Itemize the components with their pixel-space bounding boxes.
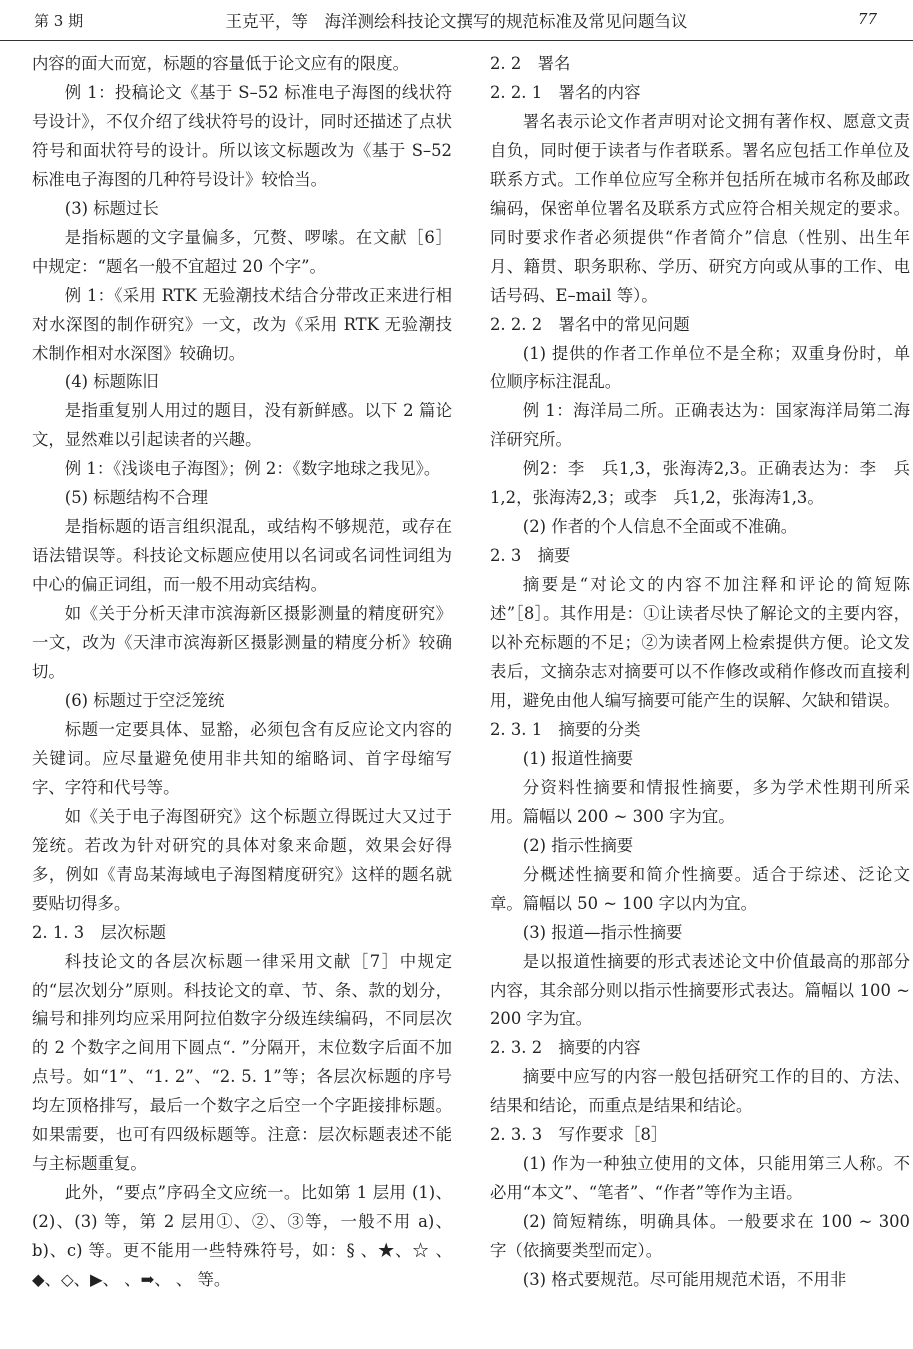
paragraph: 例2：李 兵1,3，张海涛2,3。正确表达为：李 兵1,2，张海涛2,3；或李 兵1,2，张海涛1,3。 xyxy=(490,459,910,508)
paragraph: 例 1：投稿论文《基于 S–52 标准电子海图的线状符号设计》，不仅介绍了线状符号的设计，同时还描述了点状符号和面状符号的设计。所以该文标题改为《基于 S–52 标准电子海图的几种符号设计》较恰当。 xyxy=(32,82,452,189)
paragraph: 署名表示论文作者声明对论文拥有著作权、愿意文责自负，同时便于读者与作者联系。署名应包括工作单位及联系方式。工作单位应写全称并包括所在城市名称及邮政编码，保密单位署名及联系方式应符合相关规定的要求。同时要求作者必须提供“作者简介”信息（性别、出生年月、籍贯、职务职称、学历、研究方向或从事的工作、电话号码、E–mail 等）。 xyxy=(490,111,910,305)
section-heading: 内容的面大而宽，标题的容量低于论文应有的限度。 xyxy=(32,54,409,73)
paragraph: (3) 格式要规范。尽可能用规范术语，不用非 xyxy=(522,1270,847,1290)
paragraph: 标题一定要具体、显豁，必须包含有反应论文内容的关键词。应尽量避免使用非共知的缩略词、首字母缩写字、字符和代号等。 xyxy=(32,719,452,797)
paragraph: 是指重复别人用过的题目，没有新鲜感。以下 2 篇论文，显然难以引起读者的兴趣。 xyxy=(32,401,452,450)
section-heading: 2. 3. 1 摘要的分类 xyxy=(490,719,641,739)
paragraph: 例 1：海洋局二所。正确表达为：国家海洋局第二海洋研究所。 xyxy=(490,401,910,450)
paragraph: (3) 报道—指示性摘要 xyxy=(522,922,683,942)
paragraph: (2) 简短精练，明确具体。一般要求在 100 ~ 300 字（依摘要类型而定）。 xyxy=(490,1212,910,1261)
paragraph: (1) 提供的作者工作单位不是全称；双重身份时，单位顺序标注混乱。 xyxy=(490,343,910,392)
paragraph: 是指标题的语言组织混乱，或结构不够规范，或存在语法错误等。科技论文标题应使用以名词或名词性词组为中心的偏正词组，而一般不用动宾结构。 xyxy=(32,517,452,595)
paragraph: (2) 作者的个人信息不全面或不准确。 xyxy=(522,517,798,537)
issue-label: 第 3 期 xyxy=(34,12,84,30)
paragraph: (6) 标题过于空泛笼统 xyxy=(64,690,225,710)
paragraph: 此外，“要点”序码全文应统一。比如第 1 层用 (1)、(2)、(3) 等，第 2 层用①、②、③等，一般不用 a)、b)、c) 等。更不能用一些特殊符号，如：§ 、★、☆ 、◆、◇、▶、 、➡、 、 等。 xyxy=(32,1183,452,1290)
left-column xyxy=(32,50,452,1295)
section-heading: 2. 2. 2 署名中的常见问题 xyxy=(490,314,690,334)
paragraph: 如《关于分析天津市滨海新区摄影测量的精度研究》一文，改为《天津市滨海新区摄影测量的精度分析》较确切。 xyxy=(32,604,452,682)
paragraph: 分概述性摘要和简介性摘要。适合于综述、泛论文章。篇幅以 50 ~ 100 字以内为宜。 xyxy=(490,864,910,913)
paragraph: (1) 报道性摘要 xyxy=(522,748,634,768)
running-title: 王克平，等 海洋测绘科技论文撰写的规范标准及常见问题刍议 xyxy=(225,12,688,31)
section-heading: 2. 2 署名 xyxy=(490,54,571,73)
paragraph: 摘要是“对论文的内容不加注释和评论的简短陈述”［8］。其作用是：①让读者尽快了解论文的主要内容，以补充标题的不足；②为读者网上检索提供方便。论文发表后，文摘杂志对摘要可以不作修改或稍作修改而直接利用，避免由他人编写摘要可能产生的误解、欠缺和错误。 xyxy=(490,575,910,710)
paragraph: 分资料性摘要和情报性摘要，多为学术性期刊所采用。篇幅以 200 ~ 300 字为宜。 xyxy=(490,777,910,826)
page-number: 77 xyxy=(857,10,877,28)
paragraph: (4) 标题陈旧 xyxy=(64,372,159,392)
paragraph: 是以报道性摘要的形式表述论文中价值最高的那部分内容，其余部分则以指示性摘要形式表达。篇幅以 100 ~ 200 字为宜。 xyxy=(490,951,910,1029)
paragraph: 例 1：《浅谈电子海图》；例 2：《数字地球之我见》。 xyxy=(64,459,441,479)
paragraph: 科技论文的各层次标题一律采用文献［7］中规定的“层次划分”原则。科技论文的章、节、条、款的划分，编号和排列均应采用阿拉伯数字分级连续编码，不同层次的 2 个数字之间用下圆点“. ”分隔开，末位数字后面不加点号。如“1”、“1. 2”、“2. 5. 1”等；各层次标题的序号均左顶格排写，最后一个数字之后空一个字距接排标题。如果需要，也可有四级标题等。注意：层次标题表述不能与主标题重复。 xyxy=(32,951,452,1174)
paragraph: 例 1：《采用 RTK 无验潮技术结合分带改正来进行相对水深图的制作研究》一文，改为《采用 RTK 无验潮技术制作相对水深图》较确切。 xyxy=(32,285,452,363)
paragraph: (3) 标题过长 xyxy=(64,198,159,218)
paragraph: (2) 指示性摘要 xyxy=(522,835,634,855)
running-header xyxy=(0,0,913,41)
paragraph: (1) 作为一种独立使用的文体，只能用第三人称。不必用“本文”、“笔者”、“作者”等作为主语。 xyxy=(490,1154,910,1203)
section-heading: 2. 3. 3 写作要求［8］ xyxy=(490,1125,668,1145)
paragraph: 如《关于电子海图研究》这个标题立得既过大又过于笼统。若改为针对研究的具体对象来命题，效果会好得多，例如《青岛某海域电子海图精度研究》这样的题名就要贴切得多。 xyxy=(32,806,452,913)
section-heading: 2. 2. 1 署名的内容 xyxy=(490,82,641,102)
paragraph: 是指标题的文字量偏多，冗赘、啰嗦。在文献［6］中规定：“题名一般不宜超过 20 个字”。 xyxy=(32,227,452,276)
section-heading: 2. 3 摘要 xyxy=(490,546,571,566)
paragraph: (5) 标题结构不合理 xyxy=(64,488,208,508)
section-heading: 2. 1. 3 层次标题 xyxy=(32,922,167,942)
section-heading: 2. 3. 2 摘要的内容 xyxy=(490,1038,641,1058)
right-column xyxy=(490,50,910,1295)
paragraph: 摘要中应写的内容一般包括研究工作的目的、方法、结果和结论，而重点是结果和结论。 xyxy=(490,1067,910,1116)
